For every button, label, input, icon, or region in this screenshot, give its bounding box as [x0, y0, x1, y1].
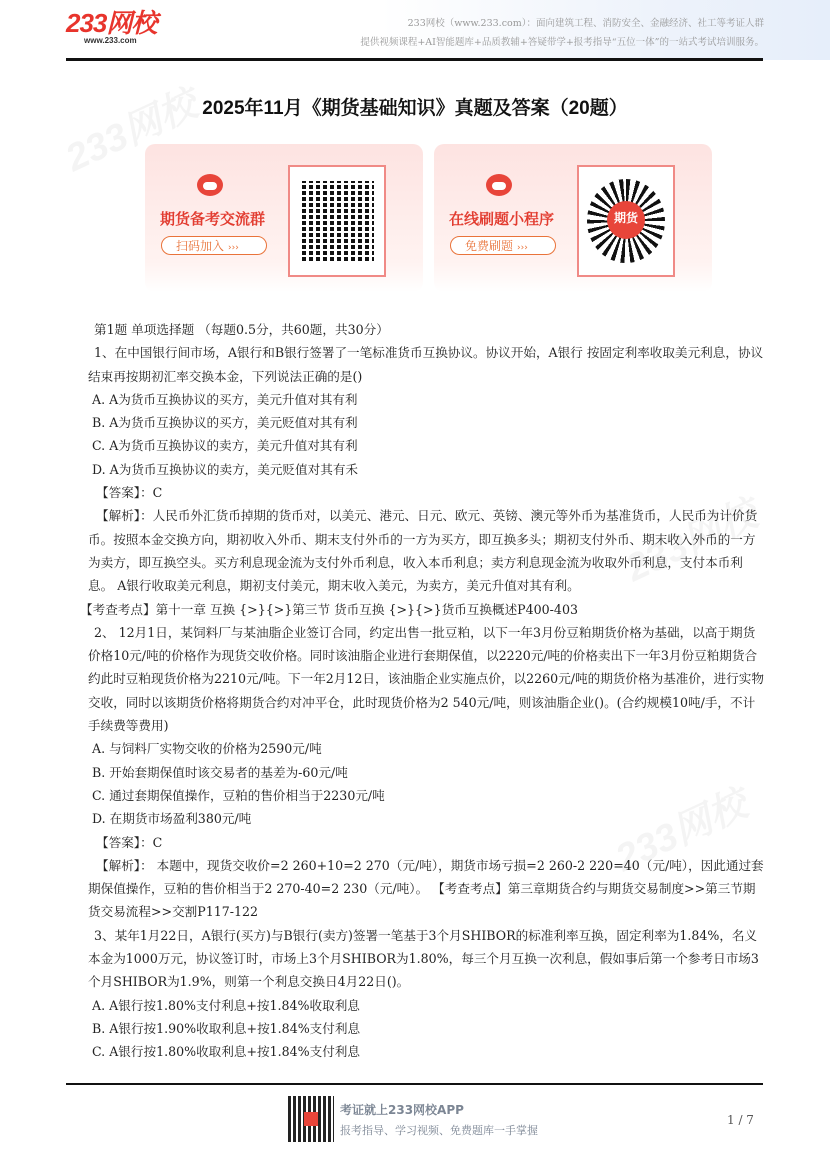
- button-label: 免费刷题: [465, 239, 514, 253]
- mascot-icon: [486, 174, 512, 196]
- promo-title: 期货备考交流群: [160, 210, 266, 228]
- option: B. A为货币互换协议的买方，美元贬值对其有利: [92, 415, 358, 431]
- logo-url: www.233.com: [84, 36, 137, 45]
- option: C. A银行按1.80%收取利息+按1.84%支付利息: [92, 1044, 360, 1060]
- app-promo-title: 考证就上233网校APP: [340, 1103, 464, 1117]
- free-practice-button[interactable]: [450, 236, 556, 255]
- analysis: 【解析】：人民币外汇货币掉期的货币对，以美元、港元、日元、欧元、英镑、澳元等外币为基准货币，人民币为计价货币。按照本金交换方向，期初收入外币、期末支付外币的一方为买方，即互换多头；期初支付外币、期末收入外币的一方为卖方，即互换空头。买方利息现金流为支付外币利息，收入本币利息；卖方利息现金流为收取外币利息，支付本币利息。 A银行收取美元利息，期初支付美元，期末收入美元，为卖方，美元升值对其有利。: [88, 508, 758, 594]
- document-body: [80, 318, 764, 1064]
- promo-card-study-group[interactable]: [145, 144, 423, 292]
- question-stem: 3、某年1月22日，A银行(买方)与B银行(卖方)签署一笔基于3个月SHIBOR的标准利率互换，固定利率为1.84%，名义本金为1000万元，协议签订时，市场上3个月SHIBOR为1.80%，每三个月互换一次利息，假如事后第一个参考日市场3个月SHIBOR为1.9%，则第一个利息交换日4月22日()。: [88, 927, 759, 990]
- header-background: [380, 0, 830, 60]
- chevrons-icon: ›››: [517, 243, 528, 253]
- option: D. 在期货市场盈利380元/吨: [92, 811, 252, 827]
- qr-code-frame: [288, 165, 386, 277]
- site-logo[interactable]: [66, 10, 156, 45]
- app-qr-code: [288, 1096, 334, 1142]
- question-stem: 2、 12月1日，某饲料厂与某油脂企业签订合同，约定出售一批豆粕，以下一年3月份豆粕期货价格为基础，以高于期货价格10元/吨的价格作为现货交收价格。同时该油脂企业进行套期保值，以2220元/吨的价格卖出下一年3月份豆粕期货合约此时豆粕现货价格为2210元/吨。下一年2月12日，该油脂企业实施点价，以2260元/吨的期货价格为基准价，进行实物交收，同时以该期货价格将期货合约对冲平仓，此时现货价格为2 540元/吨，则该油脂企业()。(合约规模10吨/手，不计手续费等费用): [88, 624, 764, 734]
- footer-divider: [66, 1083, 763, 1085]
- page-number: 1 / 7: [727, 1113, 754, 1127]
- option: C. 通过套期保值操作，豆粕的售价相当于2230元/吨: [92, 787, 385, 803]
- option: B. 开始套期保值时该交易者的基差为-60元/吨: [92, 764, 348, 780]
- option: C. A为货币互换协议的卖方，美元升值对其有利: [92, 438, 358, 454]
- option: D. A为货币互换协议的卖方，美元贬值对其有禾: [92, 461, 359, 477]
- page-title: 2025年11月《期货基础知识》真题及答案（20题）: [202, 98, 628, 119]
- mini-program-code-label: 期货: [607, 201, 645, 239]
- answer: 【答案】：C: [96, 485, 163, 501]
- option: A. A银行按1.80%支付利息+按1.84%收取利息: [92, 997, 360, 1013]
- promo-card-mini-program[interactable]: [434, 144, 712, 292]
- option: A. A为货币互换协议的买方，美元升值对其有利: [92, 391, 358, 407]
- join-group-button[interactable]: [161, 236, 267, 255]
- mini-program-code-frame: [577, 165, 675, 277]
- button-label: 扫码加入: [176, 239, 225, 253]
- app-promo-subtitle: 报考指导、学习视频、免费题库一手掌握: [340, 1124, 538, 1137]
- key-point: 【考查考点】第十一章 互换 {>}{>}第三节 货币互换 {>}{>}货币互换概述P400-403: [80, 601, 578, 617]
- section-heading: 第1题 单项选择题 （每题0.5分，共60题，共30分）: [94, 322, 389, 337]
- question-stem: 1、在中国银行间市场，A银行和B银行签署了一笔标准货币互换协议。协议开始，A银行 按固定利率收取美元利息，协议结束再按期初汇率交换本金，下列说法正确的是(): [88, 345, 764, 384]
- header-divider: [66, 58, 763, 61]
- chevrons-icon: ›››: [228, 243, 239, 253]
- option: B. A银行按1.90%收取利息+按1.84%支付利息: [92, 1020, 361, 1036]
- header-tagline-1: 233网校（www.233.com）：面向建筑工程、消防安全、金融经济、社工等考证人群: [407, 18, 764, 29]
- logo-text: 233网校: [66, 8, 157, 38]
- header-tagline-2: 提供视频课程+AI智能题库+品质教辅+答疑带学+报考指导“五位一体”的一站式考试培训服务。: [360, 37, 764, 48]
- qr-code: [302, 181, 374, 261]
- promo-title: 在线刷题小程序: [449, 210, 555, 228]
- option: A. 与饲料厂实物交收的价格为2590元/吨: [92, 741, 322, 757]
- answer: 【答案】：C: [96, 834, 163, 850]
- analysis: 【解析】： 本题中，现货交收价=2 260+10=2 270（元/吨），期货市场亏损=2 260-2 220=40（元/吨），因此通过套期保值操作，豆粕的售价相当于2 270-40=2 230（元/吨）。 【考查考点】第三章期货合约与期货交易制度>>第三节期货交易流程>>交割P117-122: [88, 857, 764, 920]
- mascot-icon: [197, 174, 223, 196]
